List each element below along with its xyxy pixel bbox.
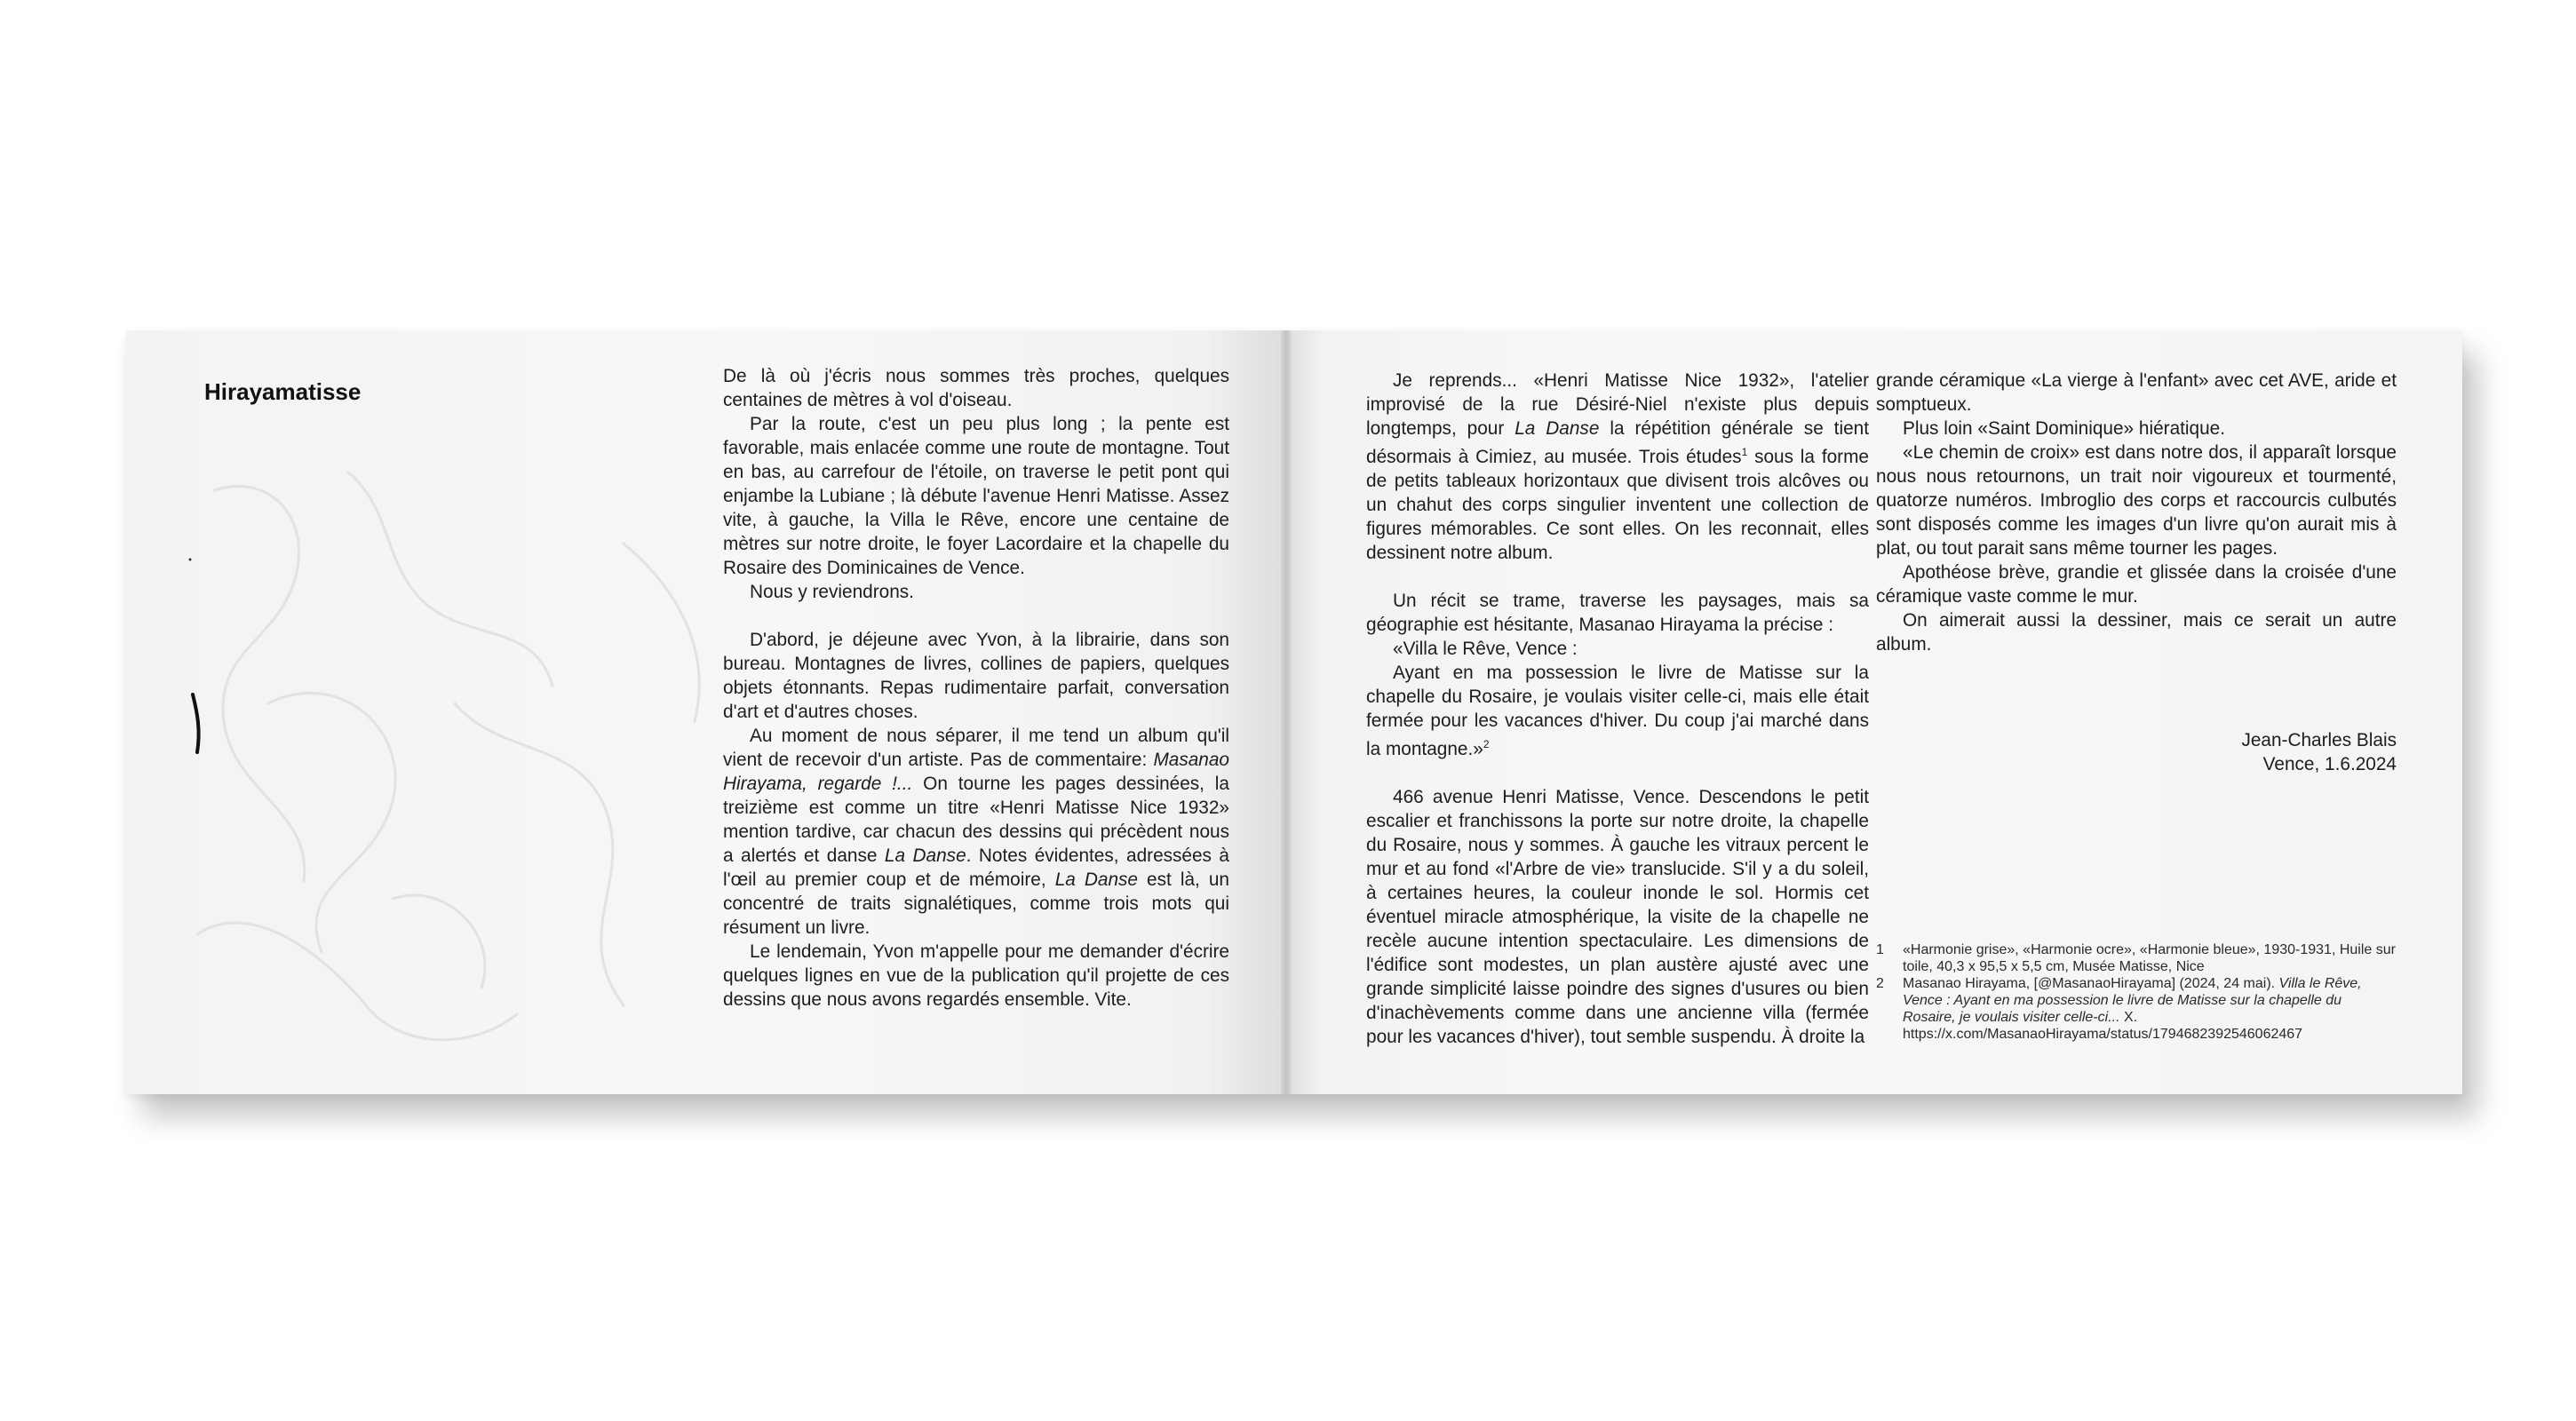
right-page — [1286, 330, 2462, 1094]
book-spine — [1281, 330, 1292, 1094]
left-page — [126, 330, 1286, 1094]
open-book — [126, 330, 2462, 1094]
paragraph: Au moment de nous séparer, il me tend un album qu'il vient de recevoir d'un artiste. Pas de commentaire: Masanao Hirayama, regarde !... On tourne les pages dessinées, la treizième est comme un titre «Henri Matisse Nice 1932» mention tardive, car chacun des dessins qui précèdent nous a alertés et danse La Danse. Notes évidentes, adressées à l'œil au premier coup et de mémoire, La Danse est là, un concentré de traits signalétiques, comme trois mots qui résument un livre. — [723, 726, 1230, 938]
paragraph: Nous y reviendrons. — [750, 582, 914, 602]
paragraph: Le lendemain, Yvon m'appelle pour me demander d'écrire quelques lignes en vue de la publication qu'il projette de ces dessins que nous avons regardés ensemble. Vite. — [723, 941, 1229, 1010]
paragraph: De là où j'écris nous sommes très proches, quelques centaines de mètres à vol d'oiseau. — [723, 366, 1229, 410]
paragraph: grande céramique «La vierge à l'enfant» avec cet AVE, aride et somptueux. — [1876, 370, 2397, 415]
paragraph: «Villa le Rêve, Vence : — [1393, 638, 1578, 659]
faded-drawing-illustration — [162, 437, 783, 1076]
paragraph: Plus loin «Saint Dominique» hiératique. — [1903, 418, 2226, 439]
place-date: Vence, 1.6.2024 — [2262, 754, 2397, 774]
signature-block — [1876, 728, 2397, 776]
paragraph: Apothéose brève, grandie et glissée dans la croisée d'une céramique vaste comme le mur. — [1876, 562, 2397, 607]
right-text-column-2 — [1876, 369, 2397, 776]
footnote: 2 Masanao Hirayama, [@MasanaoHirayama] (2024, 24 mai). Villa le Rêve, Vence : Ayant en ma possession le livre de Matisse sur la chapelle du Rosaire, je voulais visiter celle-ci... X. https://x.com/MasanaoHirayama/status/1794682392546062467 — [1876, 976, 2362, 1042]
footnotes — [1876, 941, 2397, 1043]
page-title: Hirayamatisse — [204, 378, 362, 405]
right-text-column-1 — [1366, 369, 1869, 1049]
paragraph: D'abord, je déjeune avec Yvon, à la librairie, dans son bureau. Montagnes de livres, collines de papiers, quelques objets étonnants. Repas rudimentaire parfait, conversation d'art et d'autres choses. — [723, 630, 1229, 722]
paragraph: On aimerait aussi la dessiner, mais ce serait un autre album. — [1876, 610, 2397, 655]
author-name: Jean-Charles Blais — [2241, 730, 2397, 750]
left-text-column — [723, 364, 1229, 1012]
paragraph: Par la route, c'est un peu plus long ; la pente est favorable, mais enlacée comme une route de montagne. Tout en bas, au carrefour de l'étoile, on traverse le petit pont qui enjambe la Lubiane ; là débute l'avenue Henri Matisse. Assez vite, à gauche, la Villa le Rêve, encore une centaine de mètres sur notre droite, le foyer Lacordaire et la chapelle du Rosaire des Dominicaines de Vence. — [723, 414, 1229, 578]
paragraph: Ayant en ma possession le livre de Matisse sur la chapelle du Rosaire, je voulais visiter celle-ci, mais elle était fermée pour les vacances d'hiver. Du coup j'ai marché dans la montagne.»$^2$ — [1366, 662, 1869, 759]
footnote: 1 «Harmonie grise», «Harmonie ocre», «Harmonie bleue», 1930-1931, Huile sur toile, 40,3 x 95,5 x 5,5 cm, Musée Matisse, Nice — [1876, 942, 2396, 974]
paragraph: «Le chemin de croix» est dans notre dos, il apparaît lorsque nous nous retournons, un trait noir vigoureux et tourmenté, quatorze numéros. Imbroglio des corps et raccourcis culbutés sont disposés comme les images d'un livre qu'on aurait mis à plat, ou tout parait sans même tourner les pages. — [1876, 442, 2397, 559]
footnote-ref: 1 — [1741, 446, 1748, 458]
paragraph: Je reprends... «Henri Matisse Nice 1932», l'atelier improvisé de la rue Désiré-Niel n'existe plus depuis longtemps, pour La Danse la répétition générale se tient désormais à Cimiez, au musée. Trois études$^1$ sous la forme de petits tableaux horizontaux que divisent trois alcôves ou un chahut des corps singulier inventent une collection de figures mémorables. Ce sont elles. On les reconnait, elles dessinent notre album. — [1366, 370, 1869, 563]
paragraph: 466 avenue Henri Matisse, Vence. Descendons le petit escalier et franchissons la porte sur notre droite, la chapelle du Rosaire, nous y sommes. À gauche les vitraux percent le mur et au fond «l'Arbre de vie» translucide. S'il y a du soleil, à certaines heures, la couleur inonde le sol. Hormis cet éventuel miracle atmosphérique, la visite de la chapelle ne recèle aucune intention spectaculaire. Les dimensions de l'édifice sont modestes, un plan austère ajusté avec une grande simplicité laisse poindre des signes d'usures ou bien d'inachèvements comme dans une ancienne villa (fermée pour les vacances d'hiver), tout semble suspendu. À droite la — [1366, 786, 1869, 1047]
footnote-ref: 2 — [1483, 737, 1490, 750]
paragraph: Un récit se trame, traverse les paysages, mais sa géographie est hésitante, Masanao Hirayama la précise : — [1366, 590, 1869, 635]
